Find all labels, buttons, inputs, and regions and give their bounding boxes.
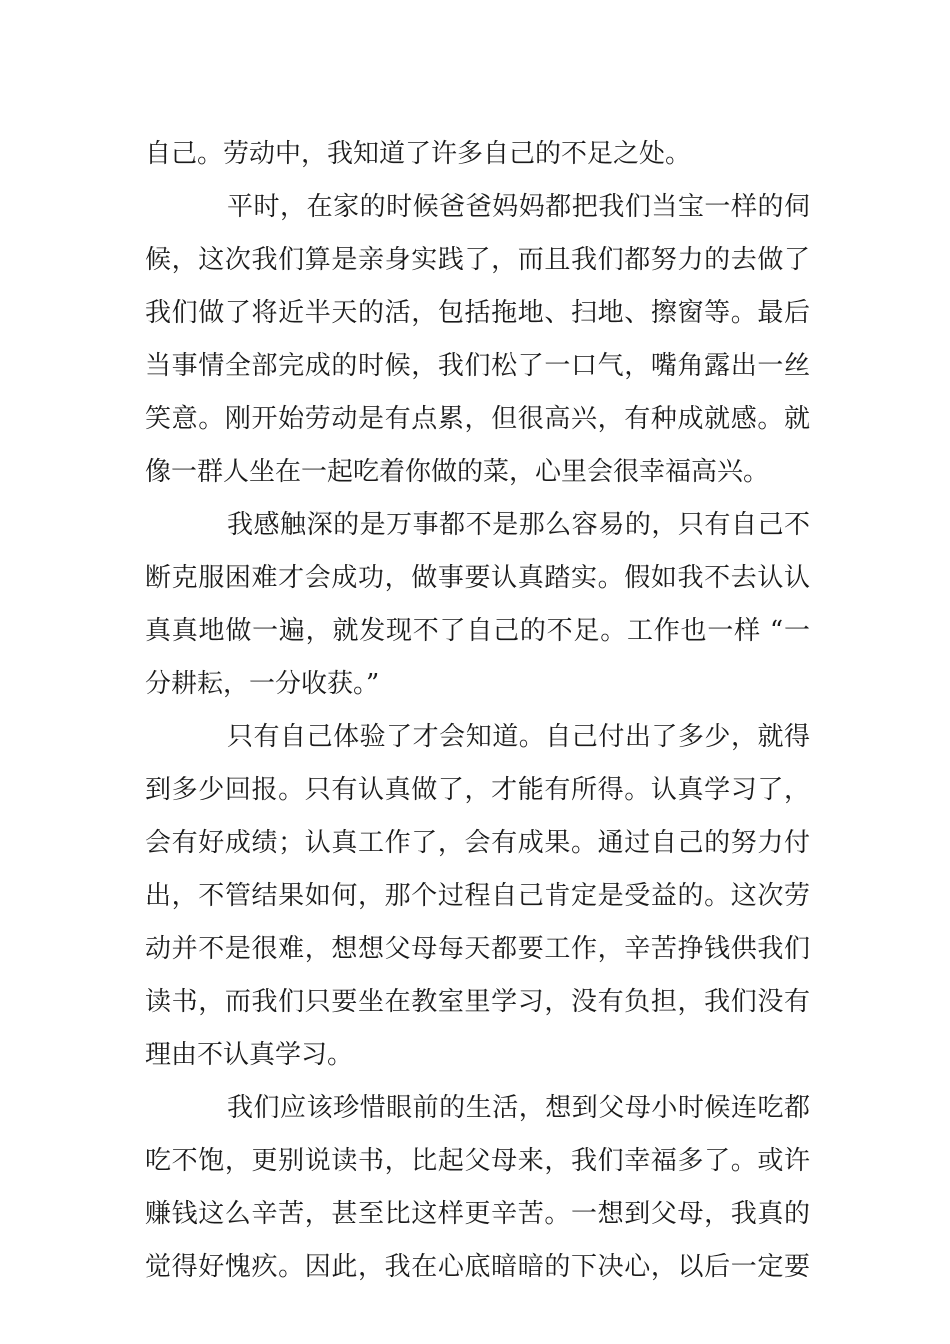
document-body: [145, 128, 810, 1294]
text-line: 赚钱这么辛苦，甚至比这样更辛苦。一想到父母，我真的: [145, 1199, 810, 1229]
text-line: 动并不是很难，想想父母每天都要工作，辛苦挣钱供我们: [145, 934, 810, 964]
text-line: 真真地做一遍，就发现不了自己的不足。工作也一样 “一: [145, 616, 810, 646]
paragraph: [145, 711, 810, 1082]
text-line: 我感触深的是万事都不是那么容易的，只有自己不: [227, 510, 810, 540]
text-line: 像一群人坐在一起吃着你做的菜，心里会很幸福高兴。: [145, 457, 770, 487]
text-line: 我们做了将近半天的活，包括拖地、扫地、擦窗等。最后: [145, 298, 810, 328]
text-line: 理由不认真学习。: [145, 1040, 354, 1070]
paragraph: [145, 128, 810, 181]
text-line: 平时，在家的时候爸爸妈妈都把我们当宝一样的伺: [227, 192, 810, 222]
text-line: 断克服困难才会成功，做事要认真踏实。假如我不去认认: [145, 563, 810, 593]
text-line: 会有好成绩；认真工作了，会有成果。通过自己的努力付: [145, 828, 810, 858]
text-line: 觉得好愧疚。因此，我在心底暗暗的下决心，以后一定要: [145, 1252, 810, 1282]
text-line: 只有自己体验了才会知道。自己付出了多少，就得: [227, 722, 810, 752]
text-line: 笑意。刚开始劳动是有点累，但很高兴，有种成就感。就: [145, 404, 810, 434]
paragraph: [145, 499, 810, 711]
text-line: 分耕耘，一分收获。”: [145, 669, 380, 699]
text-line: 吃不饱，更别说读书，比起父母来，我们幸福多了。或许: [145, 1146, 810, 1176]
text-line: 到多少回报。只有认真做了，才能有所得。认真学习了，: [145, 775, 810, 805]
text-line: 我们应该珍惜眼前的生活，想到父母小时候连吃都: [227, 1093, 810, 1123]
paragraph: [145, 181, 810, 499]
text-line: 自己。劳动中，我知道了许多自己的不足之处。: [145, 139, 692, 169]
text-line: 出，不管结果如何，那个过程自己肯定是受益的。这次劳: [145, 881, 810, 911]
text-line: 候，这次我们算是亲身实践了，而且我们都努力的去做了: [145, 245, 810, 275]
text-line: 读书，而我们只要坐在教室里学习，没有负担，我们没有: [145, 987, 810, 1017]
text-line: 当事情全部完成的时候，我们松了一口气，嘴角露出一丝: [145, 351, 810, 381]
paragraph: [145, 1082, 810, 1294]
